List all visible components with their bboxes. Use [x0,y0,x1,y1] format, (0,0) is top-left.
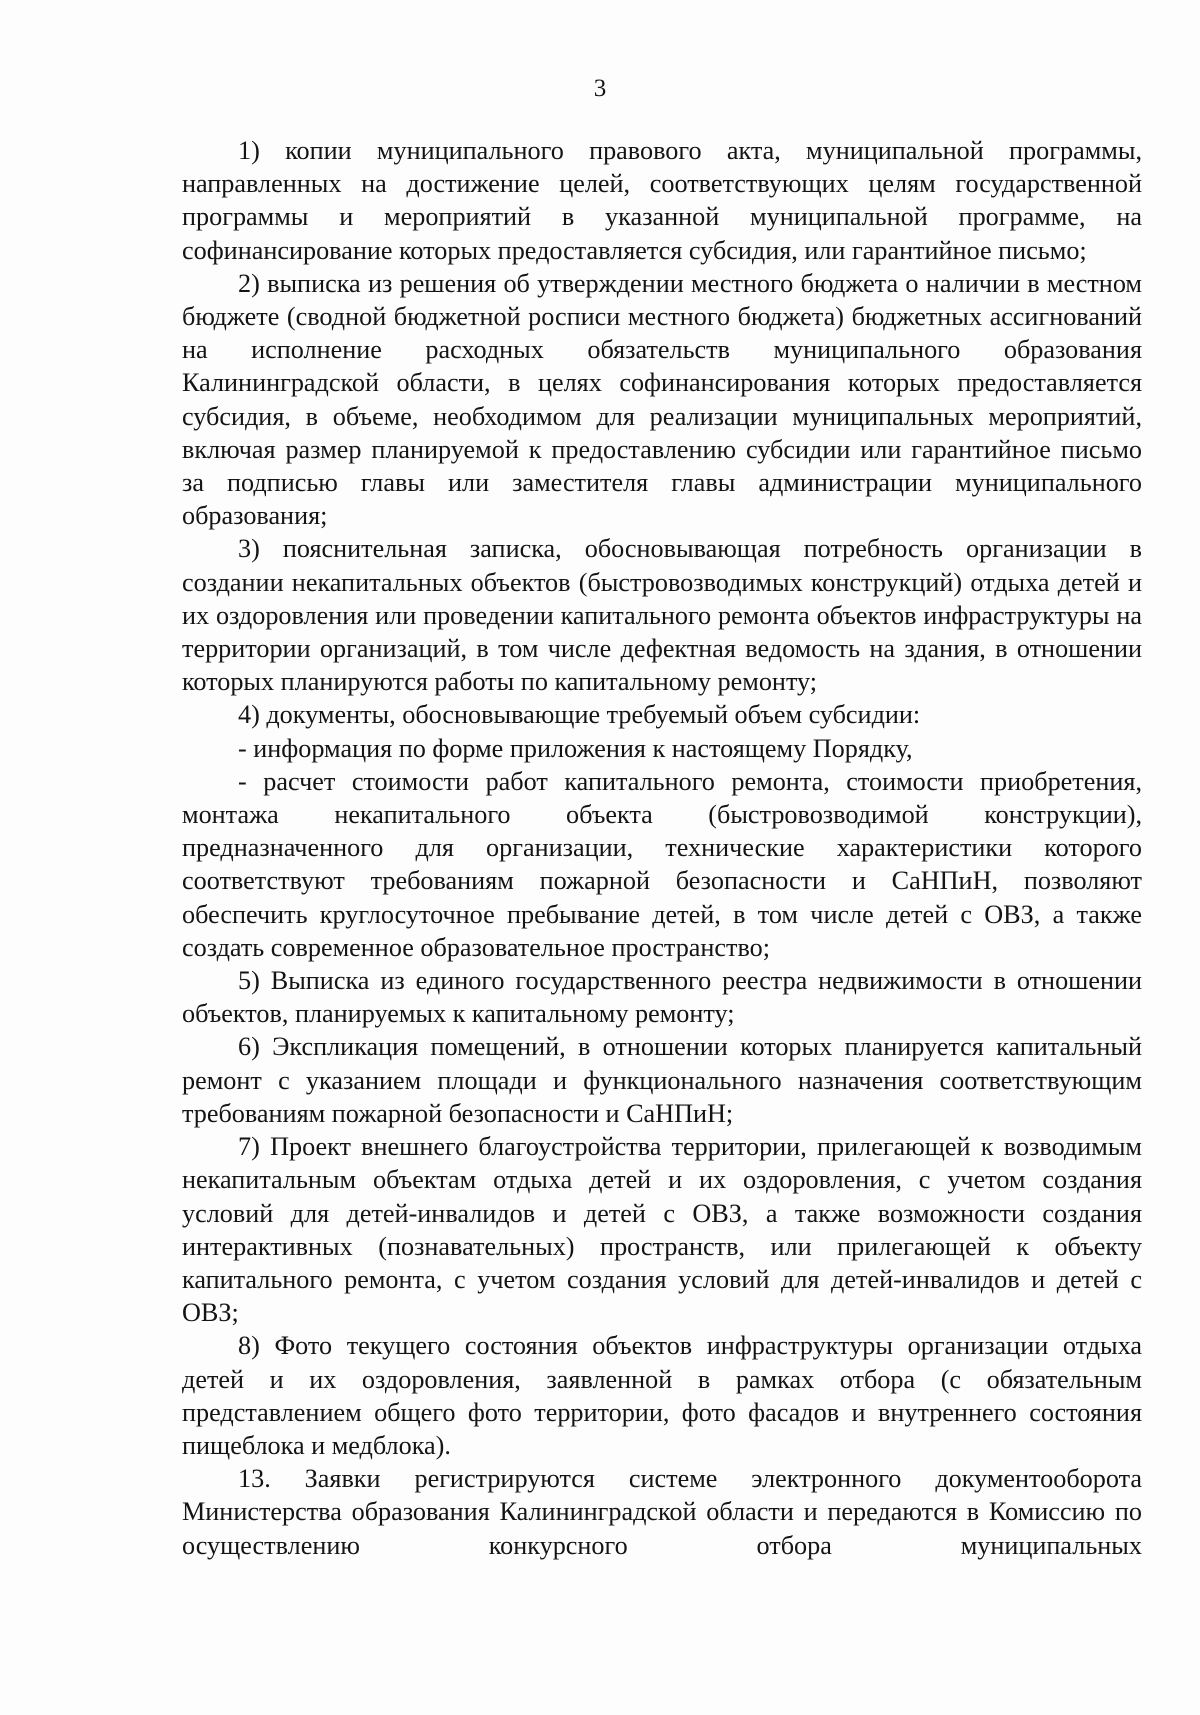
paragraph-1: 1) копии муниципального правового акта, муниципальной программы, направленных на достижение целей, соответствующих целям государственной программы и мероприятий в указанной муниципальной программе, на софинансирование которых предоставляется субсидия, или гарантийное письмо; [182,136,1142,265]
page-number: 3 [593,75,607,102]
paragraph-8: 8) Фото текущего состояния объектов инфраструктуры организации отдыха детей и их оздоровления, заявленной в рамках отбора (с обязательным представлением общего фото территории, фото фасадов и внутреннего состояния пищеблока и медблока). [182,1331,1142,1460]
paragraph-4-item-1: - информация по форме приложения к настоящему Порядку, [238,733,913,763]
paragraph-2: 2) выписка из решения об утверждении местного бюджета о наличии в местном бюджете (сводной бюджетной росписи местного бюджета) бюджетных ассигнований на исполнение расходных обязательств муниципального образования Калининградской области, в целях софинансирования которых предоставляется субсидия, в объеме, необходимом для реализации муниципальных мероприятий, включая размер планируемой к предоставлению субсидии или гарантийное письмо за подписью главы или заместителя главы администрации муниципального образования; [182,268,1142,531]
paragraph-4-item-2: - расчет стоимости работ капитального ремонта, стоимости приобретения, монтажа некапитального объекта (быстровозводимой конструкции), предназначенного для организации, технические характеристики которого соответствуют требованиям пожарной безопасности и СаНПиН, позволяют обеспечить круглосуточное пребывание детей, в том числе детей с ОВЗ, а также создать современное образовательное пространство; [182,766,1142,962]
paragraph-5: 5) Выписка из единого государственного реестра недвижимости в отношении объектов, планируемых к капитальному ремонту; [182,966,1142,1029]
paragraph-7: 7) Проект внешнего благоустройства территории, прилегающей к возводимым некапитальным объектам отдыха детей и их оздоровления, с учетом создания условий для детей-инвалидов и детей с ОВЗ, а также возможности создания интерактивных (познавательных) пространств, или прилегающей к объекту капитального ремонта, с учетом создания условий для детей-инвалидов и детей с ОВЗ; [182,1132,1142,1328]
paragraph-3: 3) пояснительная записка, обосновывающая потребность организации в создании некапитальных объектов (быстровозводимых конструкций) отдыха детей и их оздоровления или проведении капитального ремонта объектов инфраструктуры на территории организаций, в том числе дефектная ведомость на здания, в отношении которых планируются работы по капитальному ремонту; [182,534,1142,697]
document-body [182,134,1142,1562]
paragraph-13: 13. Заявки регистрируются системе электронного документооборота Министерства образования Калининградской области и передаются в Комиссию по осуществлению конкурсного отбора муниципальных [182,1464,1142,1560]
paragraph-6: 6) Экспликация помещений, в отношении которых планируется капитальный ремонт с указанием площади и функционального назначения соответствующим требованиям пожарной безопасности и СаНПиН; [182,1032,1142,1128]
paragraph-4: 4) документы, обосновывающие требуемый объем субсидии: [238,700,921,730]
